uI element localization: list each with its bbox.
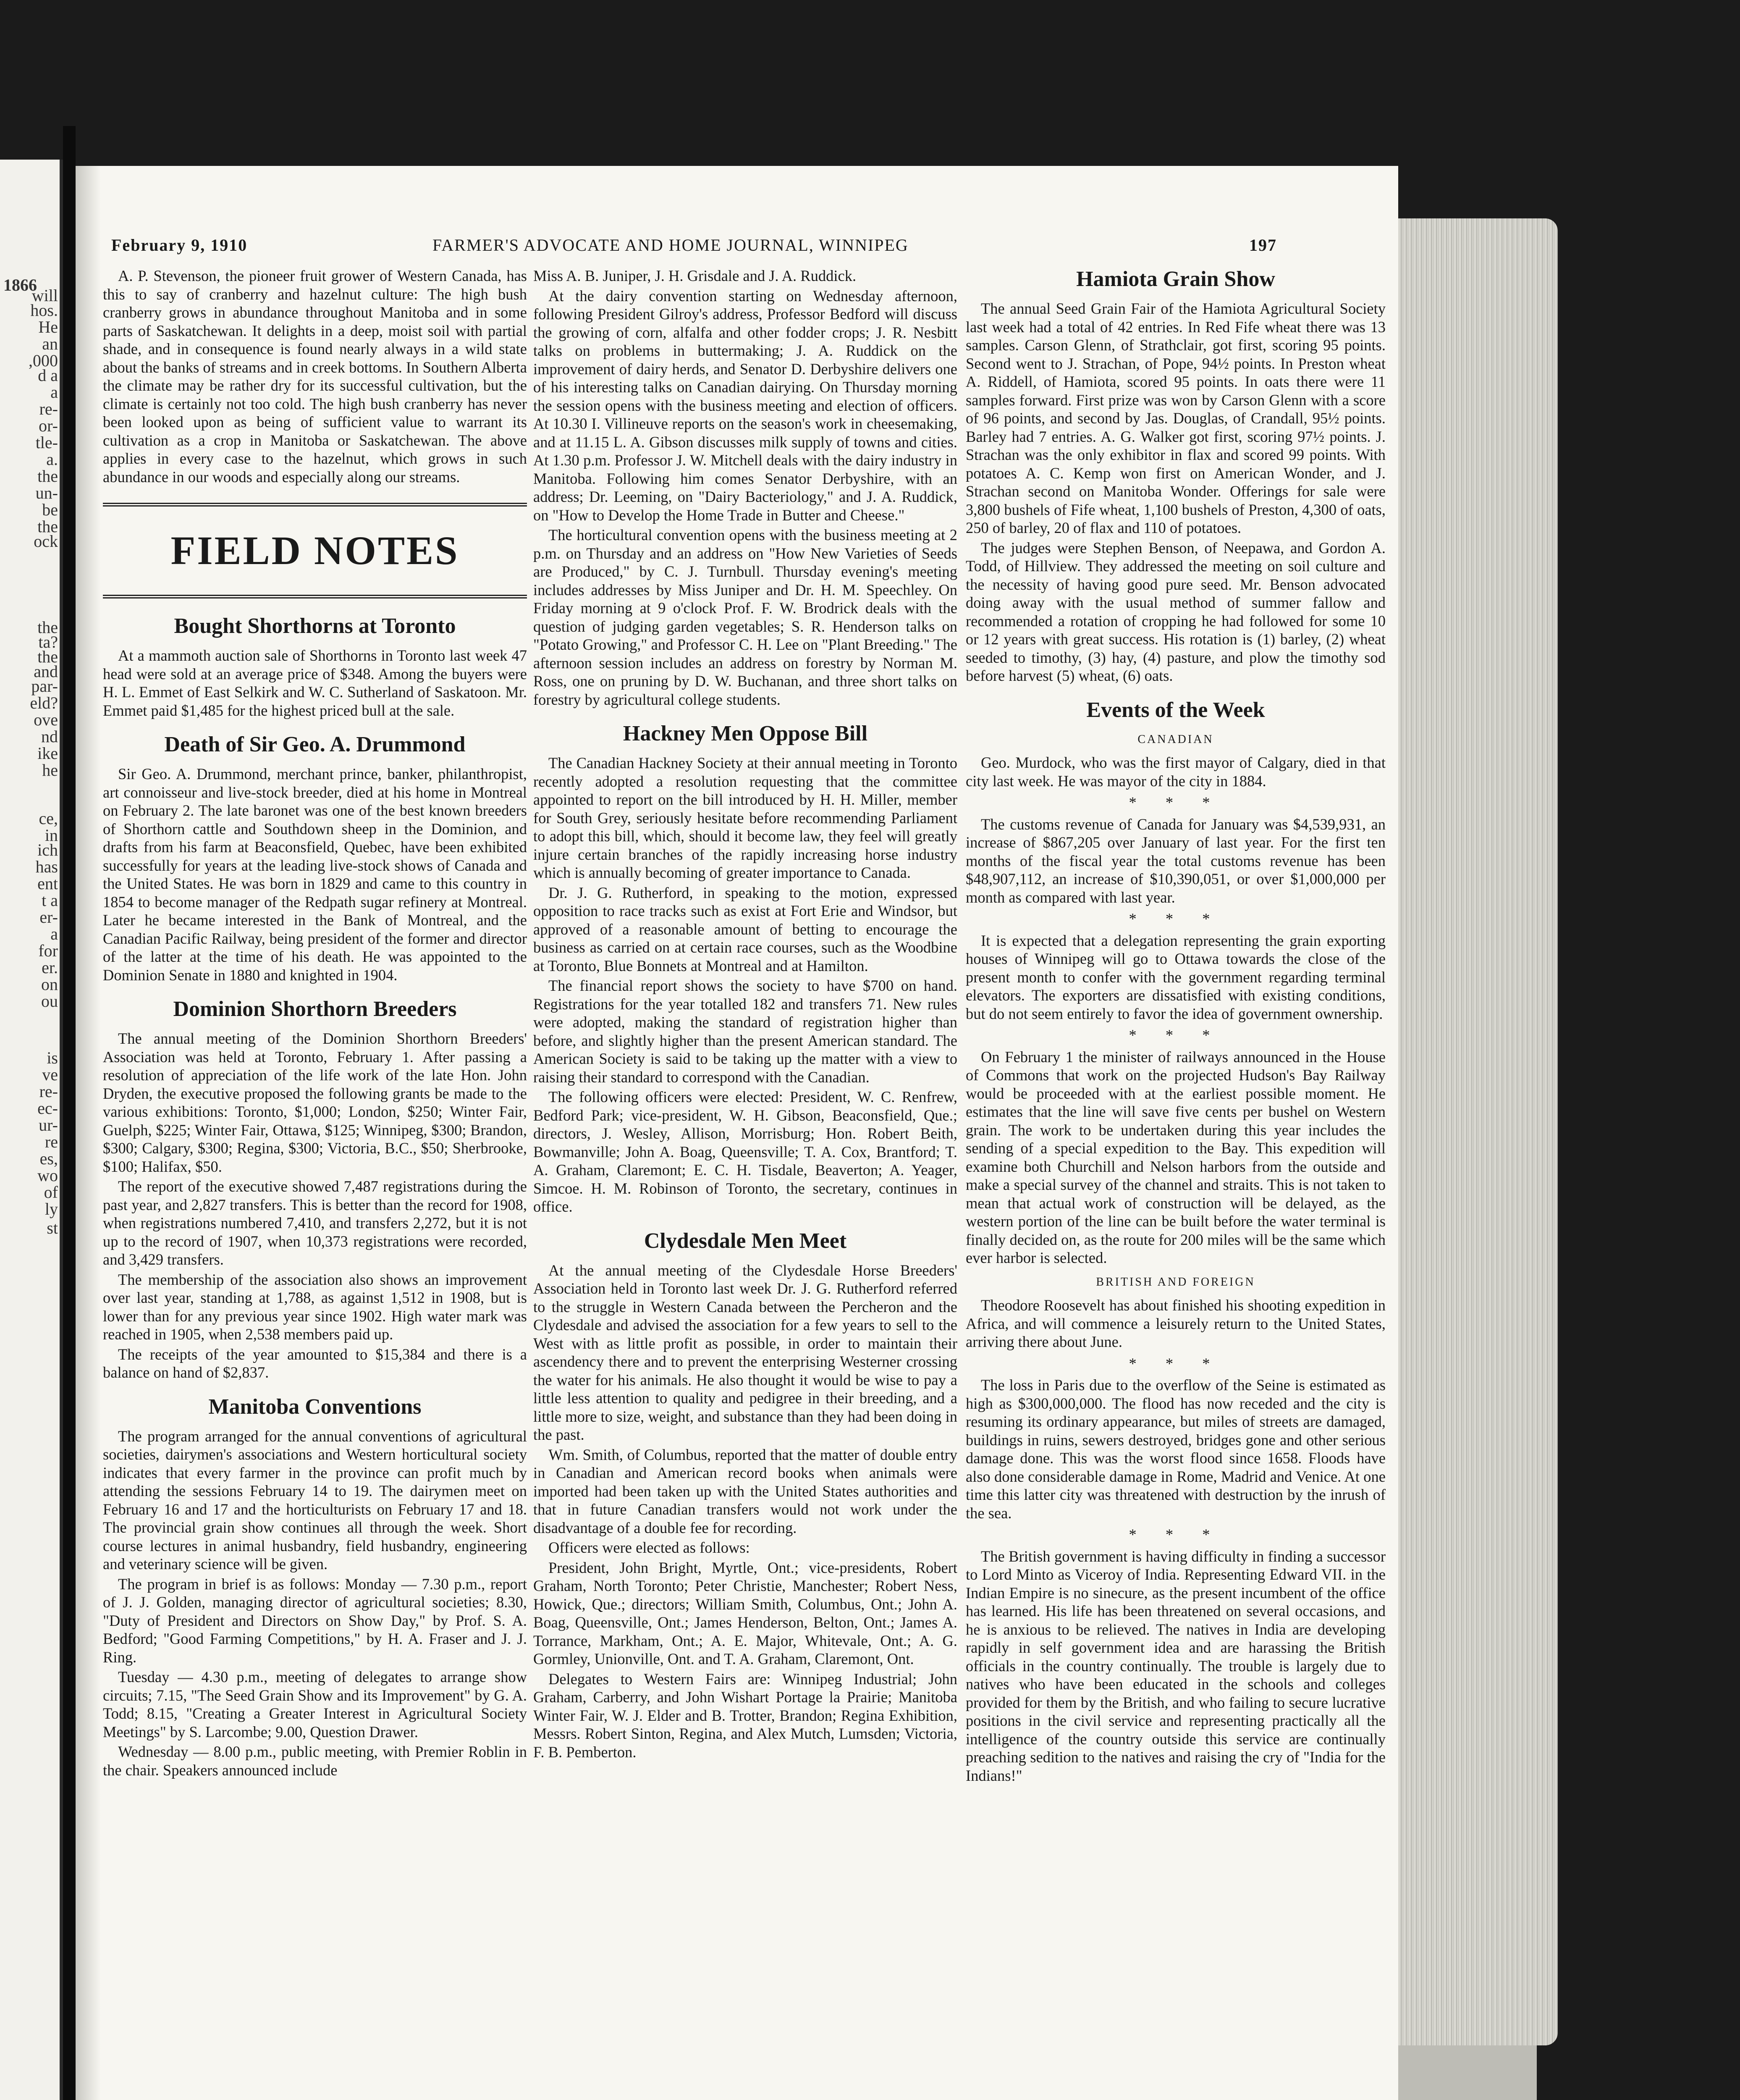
fragment-word: ta?: [38, 633, 58, 651]
paragraph: Dr. J. G. Rutherford, in speaking to the motion, expressed opposition to race tracks such as exist at Fort Erie and Windsor, but approved of a reasonable amount of betting to encourage the business as carried on at certain race courses, such as the Woodbine at Toronto, Blue Bonnets at Montreal and at Hamilton.: [533, 884, 957, 974]
paragraph: It is expected that a delegation representing the grain exporting houses of Winnipeg will go to Ottawa towards the close of the present month to confer with the government regarding terminal elevators. The exporters are dissatisfied with existing conditions, but do not seem entirely to favor the idea of government ownership.: [966, 932, 1386, 1022]
fragment-word: he: [42, 761, 58, 780]
subsection-label: CANADIAN: [1137, 732, 1214, 746]
paragraph: The loss in Paris due to the overflow of the Seine is estimated as high as $300,000,000. The flood has now receded and the city is resuming its ordinary appearance, but miles of streets are damaged, buildings in ruins, sewers destroyed, bridges gone and other serious damage done. This was the worst flood since 1658. Floods have also done considerable damage in Rome, Madrid and Venice. At one time this latter city was threatened with destruction by the inrush of the sea.: [966, 1376, 1386, 1522]
fragment-word: ly: [45, 1200, 58, 1218]
fragment-word: a: [50, 383, 58, 402]
fragment-word: es,: [39, 1149, 58, 1168]
paragraph: The customs revenue of Canada for January was $4,539,931, an increase of $867,205 over January of last year. For the first ten months of the fiscal year the total customs revenue has been $48,907,112, an increase of $10,390,051, or over $1,000,000 per month as compared with last year.: [966, 815, 1386, 906]
paragraph: The horticultural convention opens with the business meeting at 2 p.m. on Thursday and an address on "How New Varieties of Seeds are Produced," by C. J. Turnbull. Thursday evening's meeting includes addresses by Miss Juniper and Dr. H. M. Speechley. On Friday morning at 9 o'clock Prof. F. W. Brodrick deals with the question of judging garden vegetables; S. R. Henderson talks on "Potato Growing," and Professor C. H. Lee on "Plant Breeding." The afternoon session includes an address on forestry by Norman M. Ross, one on pruning by D. W. Buchanan, and three short talks on forestry by agricultural college students.: [533, 526, 957, 708]
page-edge: [60, 160, 63, 2100]
fragment-word: a.: [46, 450, 58, 469]
article-headline: Hackney Men Oppose Bill: [623, 722, 868, 746]
fragment-word: re-: [39, 399, 58, 418]
fragment-word: un-: [35, 483, 58, 502]
fragment-word: an: [42, 334, 58, 353]
fragment-word: He: [38, 318, 58, 336]
paragraph: The program arranged for the annual conventions of agricultural societies, dairymen's associations and Western horticultural society indicates that every farmer in the province can profit much by attending the sessions February 14 to 19. The dairymen meet on February 16 and 17 and the horticulturists on February 17 and 18. The provincial grain show continues all through the week. Short course lectures in animal husbandry, field husbandry, engineering and veterinary science will be given.: [103, 1427, 527, 1572]
article-headline: Events of the Week: [1086, 698, 1265, 722]
separator-stars: * * *: [1129, 910, 1223, 927]
fragment-word: ec-: [37, 1099, 58, 1118]
fragment-word: or-: [39, 416, 58, 435]
fragment-word: par-: [31, 677, 58, 696]
fragment-word: wo: [37, 1166, 58, 1185]
page-number: 197: [1249, 236, 1277, 255]
fragment-word: er.: [42, 958, 58, 977]
fragment-word: ich: [37, 840, 58, 859]
fragment-word: d a: [38, 366, 58, 385]
subsection-label: BRITISH AND FOREIGN: [1096, 1275, 1255, 1289]
paragraph: Delegates to Western Fairs are: Winnipeg Industrial; John Graham, Carberry, and John Wishart Portage la Prairie; Manitoba Winter Fair, W. J. Elder and B. Trotter, Brandon; Regina Exhibition, Messrs. Robert Sinton, Regina, and Alex Mutch, Lumsden; Victoria, F. B. Pemberton.: [533, 1670, 957, 1761]
separator-stars: * * *: [1129, 794, 1223, 811]
adjacent-page-number: 1866: [3, 276, 37, 294]
paragraph: The annual meeting of the Dominion Shorthorn Breeders' Association was held at Toronto, February 1. After passing a resolution of appreciation of the life work of the late Hon. John Dryden, the executive proposed the following grants be made to the various exhibitions: Toronto, $1,000; London, $250; Winter Fair, Guelph, $225; Winter Fair, Ottawa, $125; Winnipeg, $300; Brandon, $300; Calgary, $300; Regina, $300; Victoria, B.C., $50; Sherbrooke, $100; Halifax, $50.: [103, 1030, 527, 1175]
fragment-word: will: [31, 286, 58, 305]
paragraph: The following officers were elected: President, W. C. Renfrew, Bedford Park; vice-president, W. H. Gibson, Beaconsfield, Que.; directors, J. Wesley, Allison, Morrisburg; Hon. Robert Beith, Bowmanville; John A. Boag, Queensville; T. A. Cox, Brantford; T. A. Graham, Claremont; E. C. H. Tisdale, Beaverton; A. Yeager, Simcoe. H. M. Robinson of Toronto, the secretary, continues in office.: [533, 1088, 957, 1215]
column-2: [533, 267, 957, 1763]
fragment-word: in: [45, 826, 58, 845]
fragment-word: st: [47, 1218, 58, 1237]
article-headline: Manitoba Conventions: [208, 1394, 422, 1419]
paragraph: Geo. Murdock, who was the first mayor of Calgary, died in that city last week. He was mayor of the city in 1884.: [966, 754, 1386, 790]
fragment-word: on: [41, 975, 58, 994]
adjacent-page-fragment: [0, 160, 63, 2100]
paragraph: At the dairy convention starting on Wednesday afternoon, following President Gilroy's address, Professor Bedford will discuss the growing of corn, alfalfa and other fodder crops; J. R. Nesbitt talks on problems in buttermaking; J. A. Ruddick on the improvement of dairy herds, and Senator D. Derbyshire delivers one of his interesting talks on Canadian dairying. On Thursday morning the session opens with the business meeting and election of officers. At 10.30 I. Villineuve reports on the season's work in cheesemaking, and at 11.15 L. A. Gibson discusses milk supply of towns and cities. At 1.30 p.m. Professor J. W. Mitchell deals with the dairy industry in Manitoba. Following him comes Senator Derbyshire, with an address; Dr. Leeming, on "Dairy Bacteriology," and J. A. Ruddick, on "How to Develop the Home Trade in Butter and Cheese.": [533, 287, 957, 524]
fragment-word: hos.: [30, 301, 58, 320]
fragment-word: ou: [41, 992, 58, 1011]
fragment-word: re-: [39, 1082, 58, 1101]
column-3: [966, 267, 1386, 1786]
fragment-word: ock: [34, 532, 58, 551]
fragment-word: the: [37, 647, 58, 666]
fragment-word: tle-: [35, 433, 58, 452]
fragment-word: be: [42, 500, 58, 519]
book-binding: [63, 126, 76, 2100]
separator-stars: * * *: [1129, 1354, 1223, 1372]
paragraph: The financial report shows the society to have $700 on hand. Registrations for the year totalled 182 and transfers 71. New rules were adopted, making the standard of registration higher than before, and slightly higher than the present American standard. The American Society is said to be taking up the matter with a view to raising their standard to correspond with the Canadian.: [533, 977, 957, 1086]
paragraph: The annual Seed Grain Fair of the Hamiota Agricultural Society last week had a total of 42 entries. In Red Fife wheat there was 13 samples. Carson Glenn, of Strathclair, got first, scoring 95 points. Second went to J. Strachan, of Pope, 94½ points. In Preston wheat A. Riddell, of Hamiota, scored 95 points. In oats there were 11 samples forward. First prize was won by Carson Glenn with a score of 96 points, and second by Jas. Douglas, of Crandall, 95½ points. Barley had 7 entries. A. G. Walker got first, scoring 97½ points. J. Strachan was the only exhibitor in flax and scored 99 points. With potatoes A. C. Kemp won first on American Wonder, and J. Strachan second on Manitoba Wonder. Offerings for sale were 3,800 bushels of Fife wheat, 1,100 bushels of Preston, 4,300 of oats, 250 of barley, 20 of flax and 110 of potatoes.: [966, 300, 1386, 536]
paragraph: Wednesday — 8.00 p.m., public meeting, with Premier Roblin in the chair. Speakers announced include: [103, 1743, 527, 1779]
fragment-word: the: [37, 618, 58, 637]
paragraph: President, John Bright, Myrtle, Ont.; vice-presidents, Robert Graham, North Toronto; Peter Christie, Manchester; Robert Ness, Howick, Que.; directors; William Smith, Columbus, Ont.; John A. Boag, Queensville, Ont.; James Henderson, Belton, Ont.; James A. Torrance, Markham, Ont.; A. E. Major, Whitevale, Ont.; A. G. Gormley, Unionville, Ont. and T. A. Graham, Claremont, Ont.: [533, 1559, 957, 1667]
paragraph: Tuesday — 4.30 p.m., meeting of delegates to arrange show circuits; 7.15, "The Seed Grain Show and its Improvement" by G. A. Todd; 8.15, "Creating a Greater Interest in Agricultural Society Meetings" by S. Larcombe; 9.00, Question Drawer.: [103, 1668, 527, 1740]
paragraph: The program in brief is as follows: Monday — 7.30 p.m., report of J. J. Golden, managing director of agricultural societies; 8.30, "Duty of President and Directors on Show Day," by Prof. S. A. Bedford; "Good Farming Competitions," by H. A. Fraser and J. J. Ring.: [103, 1575, 527, 1666]
paragraph: Sir Geo. A. Drummond, merchant prince, banker, philanthropist, art connoisseur and live-stock breeder, died at his home in Montreal on February 2. The late baronet was one of the best known breeders of Shorthorn cattle and Southdown sheep in the Dominion, and drafts from his farm at Beaconsfield, Quebec, have been exhibited successfully for years at the leading live-stock shows of Canada and the United States. He was born in 1829 and came to this country in 1854 to become manager of the Redpath sugar refinery at Montreal. Later he became interested in the Bank of Montreal, and the Canadian Pacific Railway, being president of the former and director of the latter at the time of his death. He was appointed to the Dominion Senate in 1880 and knighted in 1904.: [103, 765, 527, 984]
fragment-word: ent: [37, 874, 58, 893]
paragraph: The British government is having difficulty in finding a successor to Lord Minto as Viceroy of India. Representing Edward VII. in the Indian Empire is no sinecure, as the present incumbent of the office has learned. His life has been threatened on several occasions, and he is anxious to be relieved. The natives in India are developing rapidly in self government idea and are harassing the British officials in the country continually. The trouble is largely due to natives who have been educated in the schools and colleges provided for them by the British, and who failing to secure lucrative positions in the civil service and representing practically all the intelligence of the country outside this service are continually preaching sedition to the natives and raising the cry of "India for the Indians!": [966, 1547, 1386, 1784]
article-headline: Hamiota Grain Show: [1076, 267, 1275, 291]
paragraph: Miss A. B. Juniper, J. H. Grisdale and J. A. Ruddick.: [533, 267, 857, 284]
page-stack-edges: [1398, 218, 1558, 2045]
paragraph: At a mammoth auction sale of Shorthorns in Toronto last week 47 head were sold at an average price of $348. Among the buyers were H. L. Emmet of East Selkirk and W. C. Sutherland of Saskatoon. Mr. Emmet paid $1,485 for the highest priced bull at the sale.: [103, 647, 527, 719]
paragraph: The judges were Stephen Benson, of Neepawa, and Gordon A. Todd, of Hillview. They addressed the meeting on soil culture and the necessity of having good pure seed. Mr. Benson advocated doing away with the usual method of summer fallow and recommended a rotation of cropping he had followed for some 10 or 12 years with great success. His rotation is (1) barley, (2) wheat seeded to timothy, (3) hay, (4) pasture, and plow the timothy sod before harvest (5) wheat, (6) oats.: [966, 539, 1386, 684]
paragraph: The receipts of the year amounted to $15,384 and there is a balance on hand of $2,837.: [103, 1345, 527, 1381]
gutter-shadow: [76, 166, 101, 2100]
article-headline: Bought Shorthorns at Toronto: [174, 614, 456, 638]
article-headline: Clydesdale Men Meet: [644, 1228, 847, 1253]
fragment-word: the: [37, 467, 58, 486]
article-headline: Death of Sir Geo. A. Drummond: [164, 732, 466, 756]
paragraph: On February 1 the minister of railways announced in the House of Commons that work on the projected Hudson's Bay Railway would be proceeded with at the earliest possible moment. He estimates that the line will save five cents per bushel on Western grain. The work to be undertaken during this year includes the sending of a special expedition to the Bay. This expedition will examine both Churchill and Nelson harbors from the outside and make a special survey of the channel and straits. This is not taken to mean that actual work of construction will be delayed, as the western portion of the line can be built before the water terminal is finally decided on, as the route for 200 miles will be the same which ever harbor is selected.: [966, 1048, 1386, 1266]
fragment-word: eld?: [30, 693, 58, 712]
fragment-word: is: [47, 1048, 58, 1067]
separator-stars: * * *: [1129, 1026, 1223, 1044]
paragraph: The Canadian Hackney Society at their annual meeting in Toronto recently adopted a resolution requesting that the committee appointed to report on the bill introduced by H. H. Miller, member for South Grey, seriously hesitate before recommending Parliament to adopt this bill, which, should it become law, they feel will greatly injure certain branches of the rapidly increasing horse industry which is annually becoming of greater importance to Canada.: [533, 754, 957, 881]
paragraph: Officers were elected as follows:: [548, 1539, 750, 1556]
article-headline: Dominion Shorthorn Breeders: [173, 997, 457, 1021]
fragment-word: of: [44, 1183, 58, 1202]
fragment-word: a: [50, 924, 58, 943]
paragraph: A. P. Stevenson, the pioneer fruit grower of Western Canada, has this to say of cranberry and hazelnut culture: The high bush cranberry grows in abundance throughout Manitoba and in some parts of Saskatchewan. It delights in a deep, moist soil with partial shade, and in consequence is found nearly always in a wild state about the banks of streams and in creek bottoms. In Southern Alberta the climate may be rather dry for its successful cultivation, but the climate is certainly not too cold. The high bush cranberry has never been looked upon as being of sufficient value to warrant its cultivation as a crop in Manitoba or Saskatchewan. The above applies in every case to the hazelnut, which grows in such abundance in our woods and especially along our streams.: [103, 267, 527, 486]
newspaper-page: [76, 166, 1398, 2100]
fragment-word: the: [37, 517, 58, 536]
fragment-word: ,000: [29, 351, 58, 370]
page-stack-bottom: [1398, 2045, 1537, 2100]
fragment-word: for: [38, 941, 58, 960]
fragment-word: has: [35, 857, 58, 876]
paragraph: The membership of the association also shows an improvement over last year, standing at 1,788, as against 1,512 in 1908, but is lower than for any previous year since 1902. High water mark was reached in 1905, when 2,538 members paid up.: [103, 1270, 527, 1343]
column-1: [103, 267, 527, 1781]
paragraph: Theodore Roosevelt has about finished his shooting expedition in Africa, and will commence a leisurely return to the United States, arriving there about June.: [966, 1297, 1386, 1350]
fragment-word: ove: [34, 710, 58, 729]
fragment-word: nd: [41, 727, 58, 746]
fragment-word: er-: [39, 908, 58, 927]
section-banner: [103, 503, 527, 598]
running-header: [76, 235, 1398, 260]
paragraph: The report of the executive showed 7,487 registrations during the past year, and 2,827 transfers. This is better than the record for 1908, when registrations numbered 7,410, and transfers 2,272, but it is not up to the record of 1907, when 10,373 registrations were recorded, and 3,429 transfers.: [103, 1178, 527, 1268]
fragment-word: and: [34, 662, 58, 681]
fragment-word: ce,: [39, 809, 58, 828]
publication-title: FARMER'S ADVOCATE AND HOME JOURNAL, WINNIPEG: [432, 236, 909, 255]
separator-stars: * * *: [1129, 1526, 1223, 1543]
issue-date: February 9, 1910: [111, 236, 248, 255]
paragraph: At the annual meeting of the Clydesdale Horse Breeders' Association held in Toronto last week Dr. J. G. Rutherford referred to the struggle in Western Canada between the Percheron and the Clydesdale and advised the association for a few years to sell to the West with as little profit as possible, in order to maintain their ascendency there and to prevent the enterprising Westerner crossing the water for his animals. He also thought it would be wise to pay a little less attention to quality and pedigree in their breeding, and a little more to size, weight, and substance than they had been doing in the past.: [533, 1261, 957, 1443]
fragment-word: ve: [42, 1065, 58, 1084]
fragment-word: re: [45, 1132, 58, 1151]
fragment-word: ike: [37, 744, 58, 763]
section-title: FIELD NOTES: [170, 528, 459, 573]
fragment-word: t a: [42, 891, 58, 910]
paragraph: Wm. Smith, of Columbus, reported that the matter of double entry in Canadian and American record books when animals were imported had been taken up with the United States authorities and that in future Canadian transfers would not work under the disadvantage of a double fee for recording.: [533, 1446, 957, 1536]
fragment-word: ur-: [39, 1116, 58, 1134]
